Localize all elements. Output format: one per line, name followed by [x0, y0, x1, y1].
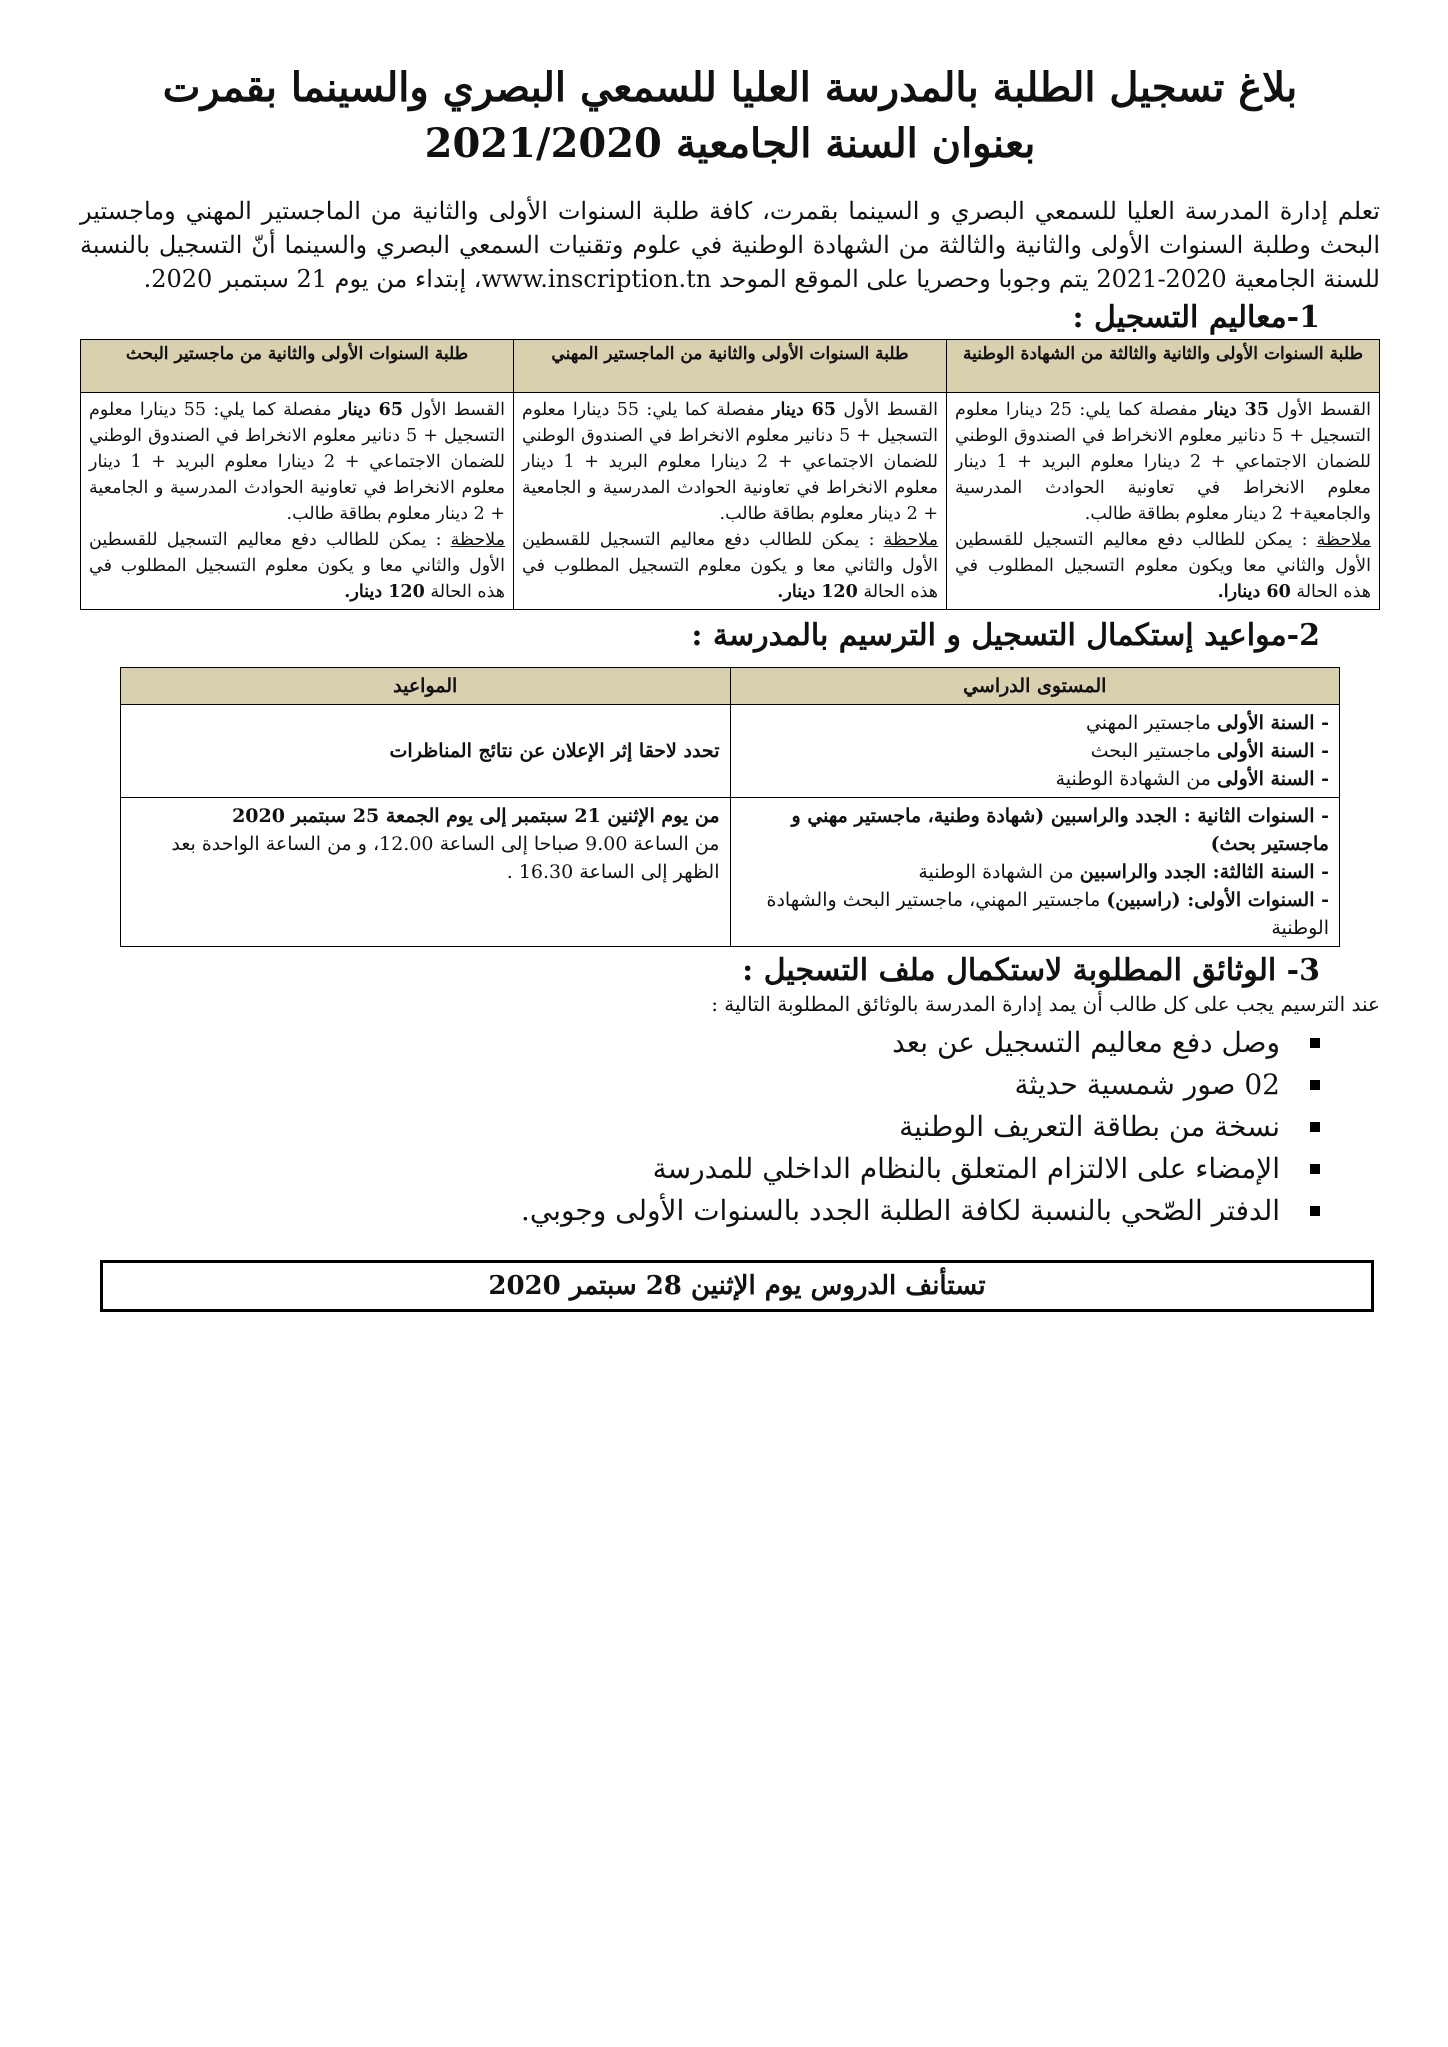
fee-body: مفصلة كما يلي: 55 دينارا معلوم التسجيل + 5 دنانير معلوم الانخراط في الصندوق الوطني للضمان الاجتماعي + 2 دينارا معلوم البريد + 1 دينار معلوم الانخراط في تعاونية الحوادث المدرسية و الجامعية + 2 دينار معلوم بطاقة طالب. — [89, 400, 505, 524]
bullet-icon — [1310, 1038, 1320, 1048]
title-line-1: بلاغ تسجيل الطلبة بالمدرسة العليا للسمعي البصري والسينما بقمرت — [162, 64, 1298, 111]
fees-cell-pro-master — [514, 393, 947, 610]
fee-amount: 65 دينار — [772, 400, 836, 420]
level-rest: ماجستير البحث — [1090, 740, 1218, 762]
fees-col-pro-master: طلبة السنوات الأولى والثانية من الماجستير المهني — [514, 340, 947, 393]
fees-table — [80, 339, 1380, 610]
level-rest: ماجستير المهني — [1085, 712, 1218, 734]
section3-heading: 3- الوثائق المطلوبة لاستكمال ملف التسجيل : — [742, 953, 1320, 988]
list-item — [80, 1022, 1320, 1064]
dates-range: من يوم الإثنين 21 سبتمبر إلى يوم الجمعة 25 سبتمبر 2020 — [232, 805, 720, 827]
fees-cell-national — [947, 393, 1380, 610]
level-bold: - السنة الأولى — [1217, 740, 1329, 762]
level-bold: - السنوات الأولى: (راسبين) — [1106, 889, 1329, 911]
list-item — [80, 1148, 1320, 1190]
note-total: 60 دينارا. — [1217, 582, 1291, 602]
fees-cell-research-master — [81, 393, 514, 610]
level-rest: من الشهادة الوطنية — [918, 861, 1080, 883]
fees-col-national: طلبة السنوات الأولى والثانية والثالثة من الشهادة الوطنية — [947, 340, 1380, 393]
list-item — [80, 1190, 1320, 1232]
list-item — [80, 1106, 1320, 1148]
note-total: 120 دينار. — [344, 582, 425, 602]
list-item — [80, 1064, 1320, 1106]
schedule-row-other-years — [121, 798, 1340, 947]
level-rest: من الشهادة الوطنية — [1055, 768, 1218, 790]
documents-list — [80, 1022, 1380, 1232]
announcement-page — [80, 60, 1380, 1312]
fee-pre: القسط الأول — [403, 400, 505, 420]
intro-paragraph — [80, 194, 1380, 296]
documents-intro: عند الترسيم يجب على كل طالب أن يمد إدارة المدرسة بالوثائق المطلوبة التالية : — [711, 992, 1380, 1016]
section1-heading: 1-معاليم التسجيل : — [1072, 300, 1320, 335]
fees-header-row — [81, 340, 1380, 393]
note-label: ملاحظة — [450, 530, 505, 550]
level-bold: - السنة الأولى — [1217, 768, 1329, 790]
level-item — [741, 802, 1330, 858]
intro-text: تعلم إدارة المدرسة العليا للسمعي البصري و السينما بقمرت، كافة طلبة السنوات الأولى والثانية من الماجستير المهني وماجستير البحث وطلبة السنوات الأولى والثانية والثالثة من الشهادة الوطنية في علوم وتقنيات السمعي البصري والسينما أنّ التسجيل بالنسبة للسنة الجامعية 2020-2021 يتم وجوبا وحصريا على الموقع الموحد — [80, 197, 1380, 293]
classes-resume-notice: تستأنف الدروس يوم الإثنين 28 سبتمر 2020 — [100, 1260, 1374, 1312]
document-label: الإمضاء على الالتزام المتعلق بالنظام الداخلي للمدرسة — [652, 1152, 1280, 1185]
fee-pre: القسط الأول — [1269, 400, 1371, 420]
note-label: ملاحظة — [1316, 530, 1371, 550]
schedule-col-dates: المواعيد — [121, 668, 731, 705]
level-bold: - السنة الثالثة: الجدد والراسبين — [1079, 861, 1329, 883]
fee-amount: 65 دينار — [339, 400, 403, 420]
note-text: : يمكن للطالب دفع معاليم التسجيل للقسطين الأول والثاني معا و يكون معلوم التسجيل المطلوب في هذه الحالة — [89, 530, 505, 602]
intro-date: ، إبتداء من يوم 21 سبتمبر 2020. — [143, 265, 482, 293]
bullet-icon — [1310, 1122, 1320, 1132]
bullet-icon — [1310, 1080, 1320, 1090]
note-total: 120 دينار. — [777, 582, 858, 602]
page-title — [80, 60, 1380, 172]
note-label: ملاحظة — [883, 530, 938, 550]
document-label: 02 صور شمسية حديثة — [1014, 1068, 1280, 1101]
schedule-row-first-years — [121, 705, 1340, 798]
note-text: : يمكن للطالب دفع معاليم التسجيل للقسطين الأول والثاني معا و يكون معلوم التسجيل المطلوب في هذه الحالة — [522, 530, 938, 602]
fee-body: مفصلة كما يلي: 55 دينارا معلوم التسجيل + 5 دنانير معلوم الانخراط في الصندوق الوطني للضمان الاجتماعي + 2 دينارا معلوم البريد + 1 دينار معلوم الانخراط في تعاونية الحوادث المدرسية و الجامعية + 2 دينار معلوم بطاقة طالب. — [522, 400, 938, 524]
schedule-header-row — [121, 668, 1340, 705]
bullet-icon — [1310, 1164, 1320, 1174]
website-link[interactable]: www.inscription.tn — [481, 265, 712, 293]
note-text: : يمكن للطالب دفع معاليم التسجيل للقسطين الأول والثاني معا ويكون معلوم التسجيل المطلوب في هذه الحالة — [955, 530, 1371, 602]
level-item — [741, 886, 1330, 942]
fees-col-research-master: طلبة السنوات الأولى والثانية من ماجستير البحث — [81, 340, 514, 393]
level-item — [741, 709, 1330, 737]
level-rest: ماجستير المهني، ماجستير البحث والشهادة الوطنية — [766, 889, 1329, 939]
document-label: نسخة من بطاقة التعريف الوطنية — [899, 1110, 1280, 1143]
level-bold: - السنوات الثانية : الجدد والراسبين (شهادة وطنية، ماجستير مهني و ماجستير بحث) — [791, 805, 1329, 855]
title-line-2: بعنوان السنة الجامعية 2021/2020 — [424, 120, 1036, 167]
document-label: الدفتر الصّحي بالنسبة لكافة الطلبة الجدد بالسنوات الأولى وجوبي. — [520, 1194, 1280, 1227]
schedule-level-cell — [730, 705, 1340, 798]
level-bold: - السنة الأولى — [1217, 712, 1329, 734]
schedule-dates-cell — [121, 798, 731, 947]
bullet-icon — [1310, 1206, 1320, 1216]
dates-hours: من الساعة 9.00 صباحا إلى الساعة 12.00، و من الساعة الواحدة بعد الظهر إلى الساعة 16.30 . — [171, 833, 720, 883]
schedule-dates-cell: تحدد لاحقا إثر الإعلان عن نتائج المناظرات — [121, 705, 731, 798]
section2-heading: 2-مواعيد إستكمال التسجيل و الترسيم بالمدرسة : — [691, 618, 1320, 653]
level-item — [741, 765, 1330, 793]
fee-pre: القسط الأول — [836, 400, 938, 420]
document-label: وصل دفع معاليم التسجيل عن بعد — [892, 1026, 1280, 1059]
fee-body: مفصلة كما يلي: 25 دينارا معلوم التسجيل + 5 دنانير معلوم الانخراط في الصندوق الوطني للضمان الاجتماعي + 2 دينارا معلوم البريد + 1 دينار معلوم الانخراط في تعاونية الحوادث المدرسية والجامعية+ 2 دينار معلوم بطاقة طالب. — [955, 400, 1371, 524]
level-item — [741, 858, 1330, 886]
schedule-table — [120, 667, 1340, 947]
fee-amount: 35 دينار — [1205, 400, 1269, 420]
schedule-level-cell — [730, 798, 1340, 947]
level-item — [741, 737, 1330, 765]
fees-body-row — [81, 393, 1380, 610]
schedule-col-level: المستوى الدراسي — [730, 668, 1340, 705]
